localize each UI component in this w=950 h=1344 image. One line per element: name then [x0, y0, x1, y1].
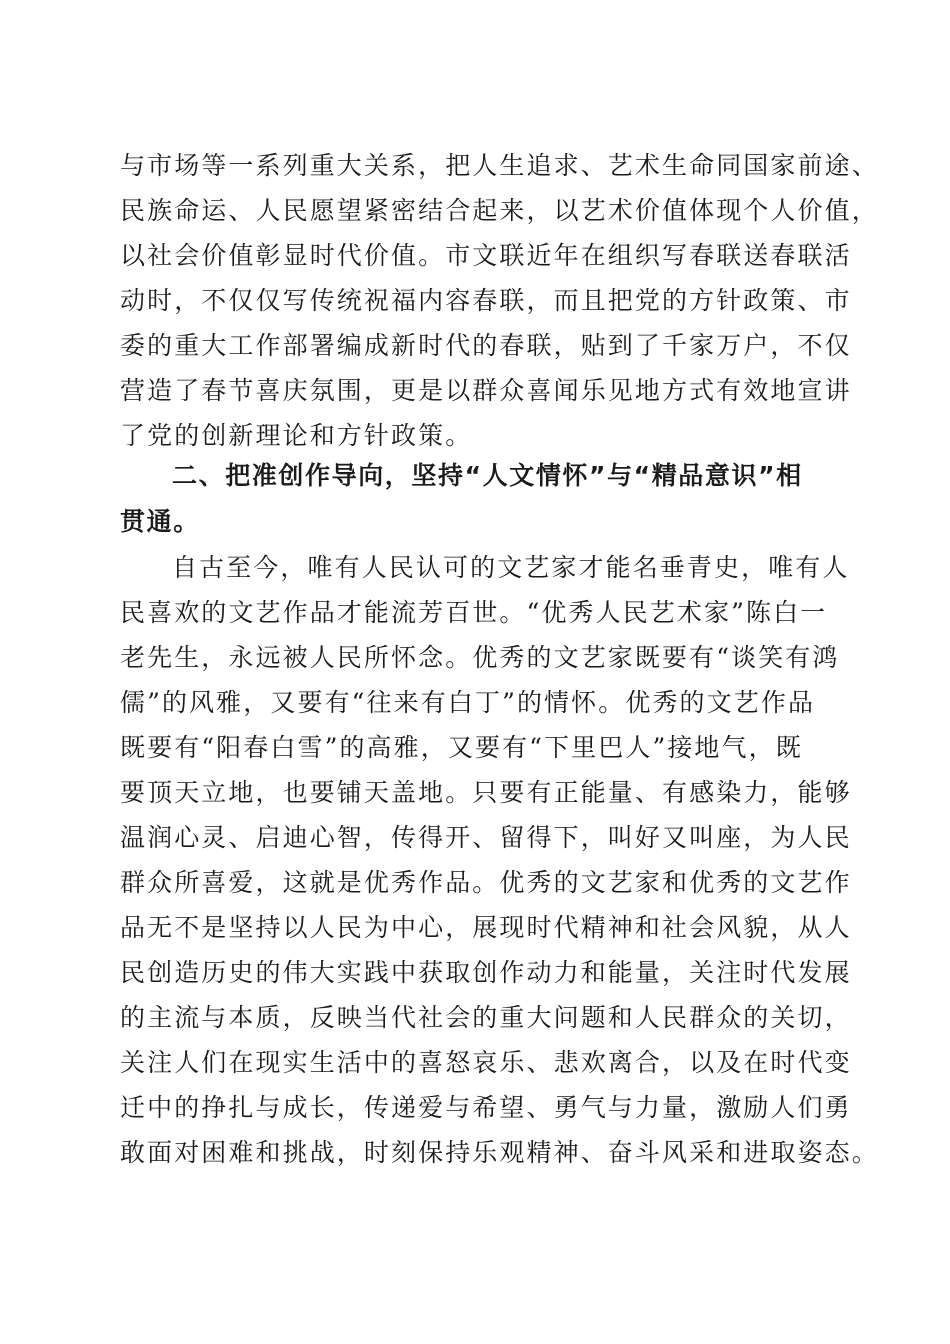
text-line: 营造了春节喜庆氛围，更是以群众喜闻乐见地方式有效地宣讲 — [120, 376, 852, 405]
text-line: 与市场等一系列重大关系，把人生追求、艺术生命同国家前途、 — [120, 151, 879, 180]
text-line: 民族命运、人民愿望紧密结合起来，以艺术价值体现个人价值， — [120, 196, 879, 225]
text-line: 关注人们在现实生活中的喜怒哀乐、悲欢离合，以及在时代变 — [120, 1048, 852, 1077]
text-line: 自古至今，唯有人民认可的文艺家才能名垂青史，唯有人 — [172, 553, 850, 582]
heading-line: 贯通。 — [120, 507, 200, 536]
text-line: 动时，不仅仅写传统祝福内容春联，而且把党的方针政策、市 — [120, 286, 852, 315]
text-line: 民喜欢的文艺作品才能流芳百世。“优秀人民艺术家”陈白一 — [120, 598, 828, 627]
text-line: 迁中的挣扎与成长，传递爱与希望、勇气与力量，激励人们勇 — [120, 1093, 852, 1122]
text-line: 了党的创新理论和方针政策。 — [120, 421, 473, 450]
text-line: 老先生，永远被人民所怀念。优秀的文艺家既要有“谈笑有鸿 — [120, 643, 840, 672]
text-line: 群众所喜爱，这就是优秀作品。优秀的文艺家和优秀的文艺作 — [120, 868, 852, 897]
text-line: 儒”的风雅，又要有“往来有白丁”的情怀。优秀的文艺作品 — [120, 688, 816, 717]
text-line: 敢面对困难和挑战，时刻保持乐观精神、奋斗风采和进取姿态。 — [120, 1138, 879, 1167]
text-line: 的主流与本质，反映当代社会的重大问题和人民群众的关切， — [120, 1003, 852, 1032]
text-line: 要顶天立地，也要铺天盖地。只要有正能量、有感染力，能够 — [120, 778, 852, 807]
text-line: 委的重大工作部署编成新时代的春联，贴到了千家万户，不仅 — [120, 331, 852, 360]
text-line: 品无不是坚持以人民为中心，展现时代精神和社会风貌，从人 — [120, 913, 852, 942]
text-line: 温润心灵、启迪心智，传得开、留得下，叫好又叫座，为人民 — [120, 823, 852, 852]
text-line: 既要有“阳春白雪”的高雅，又要有“下里巴人”接地气，既 — [120, 733, 803, 762]
text-line: 以社会价值彰显时代价值。市文联近年在组织写春联送春联活 — [120, 241, 852, 270]
text-line: 民创造历史的伟大实践中获取创作动力和能量，关注时代发展 — [120, 958, 852, 987]
heading-line: 二、把准创作导向，坚持“人文情怀”与“精品意识”相 — [172, 461, 803, 490]
